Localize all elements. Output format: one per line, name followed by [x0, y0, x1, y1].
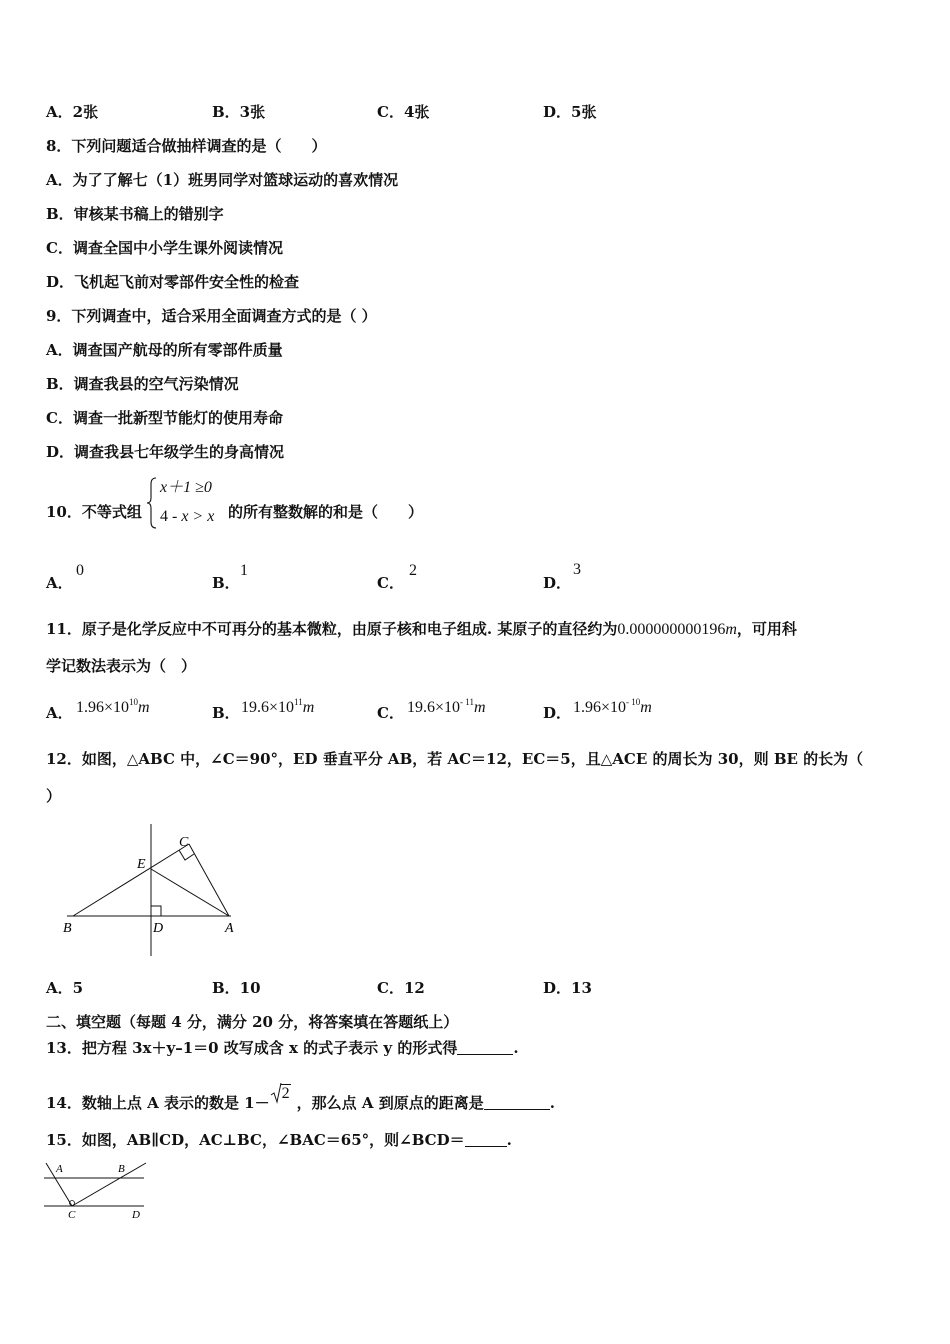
q10-option-c-value: 2 — [409, 562, 417, 579]
q14-answer-blank[interactable] — [484, 1095, 550, 1110]
q10-equation-1: x＋1 ≥0 — [160, 479, 212, 496]
q7-option-d: D．5张 — [543, 103, 597, 121]
q10-prefix: 10．不等式组 — [46, 503, 142, 521]
section-heading: 二、填空题（每题 4 分，满分 20 分，将答案填在答题纸上） — [46, 1013, 459, 1031]
q14-text: 14．数轴上点 A 表示的数是 1－ 2，那么点 A 到原点的距离是 . — [46, 1084, 555, 1113]
q12-stem: 12．如图，△ABC 中，∠C＝90°，ED 垂直平分 AB，若 AC＝12，EC＝5，且△ACE 的周长为 30，则 BE 的长为（ — [46, 750, 864, 768]
q12-label-b: B — [63, 921, 72, 936]
q15-parallel-lines-figure — [40, 1158, 155, 1222]
q11-stem: 11．原子是化学反应中不可再分的基本微粒，由原子核和电子组成. 某原子的直径约为0.000000000196m，可用科 — [46, 620, 797, 638]
q12-label-e: E — [137, 857, 146, 872]
q13-text: 13．把方程 3x＋y–1＝0 改写成含 x 的式子表示 y 的形式得 . — [46, 1039, 519, 1057]
q10-option-a-label: A． — [46, 574, 73, 592]
q8-option-d: D．飞机起飞前对零部件安全性的检查 — [46, 273, 300, 291]
q12-triangle-figure — [55, 820, 255, 960]
q10-brace-icon — [146, 476, 158, 530]
q12-option-b: B．10 — [212, 979, 261, 997]
q7-option-a: A．2张 — [46, 103, 99, 121]
radical-icon — [270, 1082, 282, 1104]
q12-option-c: C．12 — [377, 979, 425, 997]
q11-option-a-label: A． — [46, 704, 73, 722]
q11-option-c-value: $19.6\times 10^{- 11}m$ — [407, 697, 486, 716]
q10-option-b-label: B． — [212, 574, 240, 592]
q15-label-d: D — [132, 1209, 140, 1221]
q9-option-c: C．调查一批新型节能灯的使用寿命 — [46, 409, 283, 427]
q8-option-c: C．调查全国中小学生课外阅读情况 — [46, 239, 283, 257]
q11-option-b-value: $19.6\times 10^{11}m$ — [241, 697, 315, 716]
q10-option-d-value: 3 — [573, 561, 581, 578]
q15-label-c: C — [68, 1209, 76, 1221]
q12-segment-ea — [151, 869, 229, 916]
q10-suffix: 的所有整数解的和是（ ） — [228, 503, 424, 521]
q9-option-b: B．调查我县的空气污染情况 — [46, 375, 239, 393]
q13-answer-blank[interactable] — [457, 1040, 513, 1055]
q8-option-a: A．为了了解七（1）班男同学对篮球运动的喜欢情况 — [46, 171, 399, 189]
q11-option-b-label: B． — [212, 704, 240, 722]
q12-stem-close: ） — [46, 787, 62, 805]
q15-label-a: A — [56, 1163, 63, 1175]
q8-option-b: B．审核某书稿上的错别字 — [46, 205, 224, 223]
q11-option-a-value: $1.96\times 10^{10}m$ — [76, 697, 150, 716]
q14-sqrt: 2 — [270, 1084, 291, 1104]
q9-option-a: A．调查国产航母的所有零部件质量 — [46, 341, 283, 359]
q11-option-d-value: $1.96\times 10^{- 10}m$ — [573, 697, 652, 716]
q15-answer-blank[interactable] — [465, 1132, 507, 1147]
q11-option-d-label: D． — [543, 704, 572, 722]
q15-label-b: B — [118, 1163, 125, 1175]
q10-option-c-label: C． — [377, 574, 404, 592]
q8-stem: 8．下列问题适合做抽样调查的是（ ） — [46, 137, 327, 155]
q12-label-a: A — [225, 921, 234, 936]
q15-segment-bc — [72, 1163, 146, 1206]
q10-option-b-value: 1 — [240, 562, 248, 579]
q10-option-a-value: 0 — [76, 562, 84, 579]
q10-equation-2: 4 - x > x — [160, 508, 215, 525]
q12-segment-ca — [189, 844, 229, 916]
q7-option-b: B．3张 — [212, 103, 266, 121]
q9-option-d: D．调查我县七年级学生的身高情况 — [46, 443, 285, 461]
q7-option-c: C．4张 — [377, 103, 430, 121]
q9-stem: 9．下列调查中，适合采用全面调查方式的是（ ） — [46, 307, 377, 325]
q12-option-a: A．5 — [46, 979, 84, 997]
q12-option-d: D．13 — [543, 979, 592, 997]
q10-option-d-label: D． — [543, 574, 572, 592]
q15-text: 15．如图，AB∥CD，AC⊥BC，∠BAC＝65°，则∠BCD＝ . — [46, 1131, 512, 1149]
q11-stem-line2: 学记数法表示为（ ） — [46, 657, 197, 675]
q11-option-c-label: C． — [377, 704, 404, 722]
q12-right-angle-c — [179, 850, 194, 860]
q12-label-c: C — [179, 835, 189, 850]
q12-right-angle-d — [151, 906, 161, 916]
q12-segment-bc — [73, 844, 189, 916]
q12-label-d: D — [153, 921, 164, 936]
